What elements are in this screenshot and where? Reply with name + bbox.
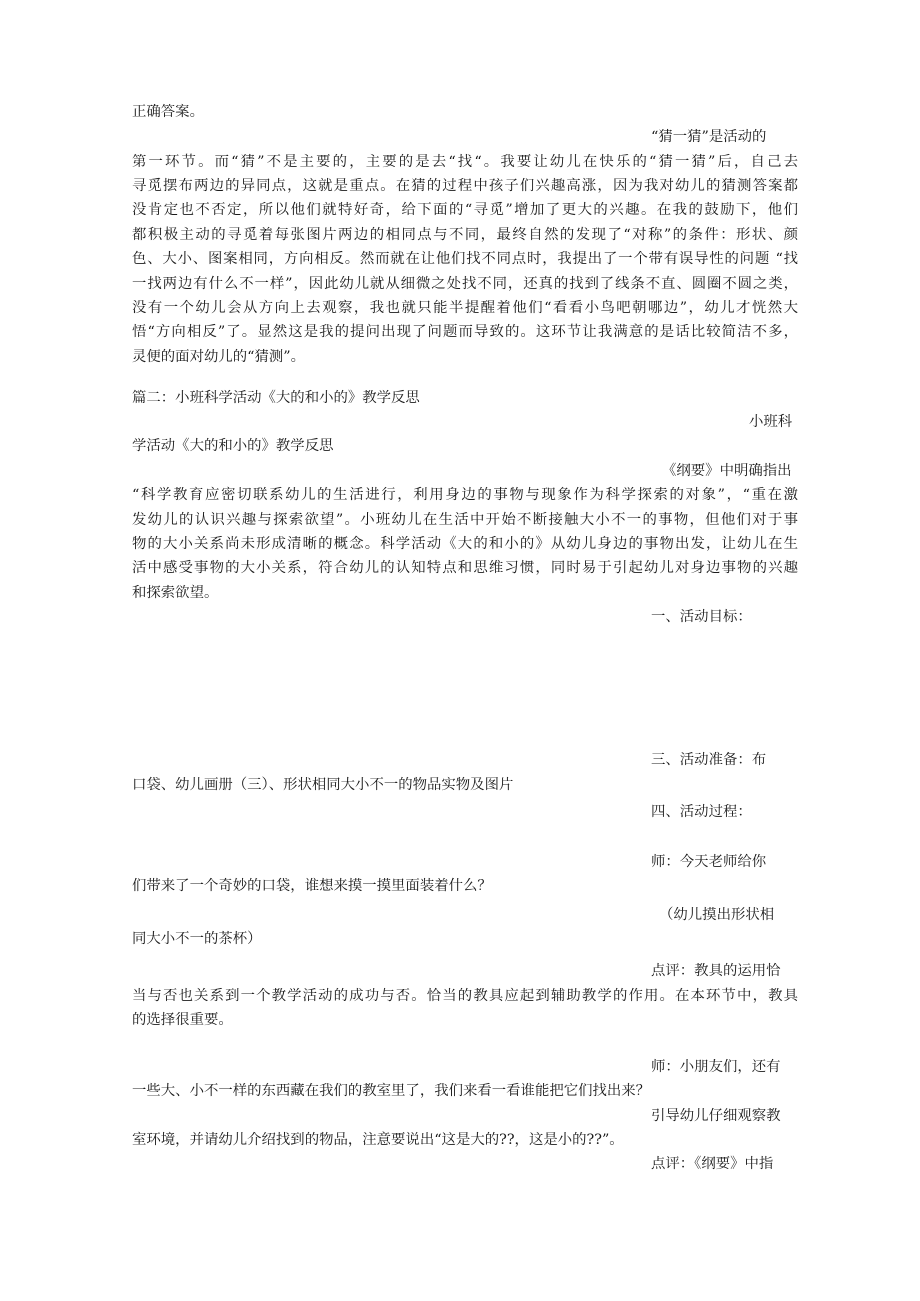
text-line: 都积极主动的寻觅着每张图片两边的相同点与不同，最终自然的发现了“对称”的条件：形状、颜 <box>132 227 798 243</box>
text-line: 活中感受事物的大小关系，符合幼儿的认知特点和思维习惯，同时易于引起幼儿对身边事物的兴趣 <box>132 560 798 576</box>
text-line: 们带来了一个奇妙的口袋，谁想来摸一摸里面装着什么？ <box>132 878 492 894</box>
text-line: 《纲要》中明确指出 <box>662 463 792 479</box>
text-line: 师：今天老师给你 <box>651 854 767 870</box>
text-line: 没有一个幼儿会从方向上去观察，我也就只能半提醒着他们“看看小鸟吧朝哪边”，幼儿才恍然大 <box>132 300 798 316</box>
text-line: 悟“方向相反”了。显然这是我的提问出现了问题而导致的。这环节让我满意的是话比较简洁不多， <box>132 324 798 340</box>
text-line: 小班科 <box>749 414 793 430</box>
text-line: 口袋、幼儿画册（三）、形状相同大小不一的物品实物及图片 <box>132 777 514 793</box>
section-title: 篇二：小班科学活动《大的和小的》教学反思 <box>132 390 420 406</box>
text-line: 寻觅摆布两边的异同点，这就是重点。在猜的过程中孩子们兴趣高涨，因为我对幼儿的猜测答案都 <box>132 178 798 194</box>
text-line: 物的大小关系尚未形成清晰的概念。科学活动《大的和小的》从幼儿身边的事物出发，让幼儿在生 <box>132 536 798 552</box>
text-line: 点评：教具的运用恰 <box>651 963 781 979</box>
text-line: 点评：《纲要》中指 <box>651 1156 774 1172</box>
text-line: 学活动《大的和小的》教学反思 <box>132 438 334 454</box>
text-line: 和探索欲望。 <box>132 585 219 601</box>
text-line: 师：小朋友们，还有 <box>651 1059 781 1075</box>
text-line: 正确答案。 <box>132 104 204 120</box>
text-line: 第一环节。而“猜”不是主要的，主要的是去“找“。我要让幼儿在快乐的“猜一猜”后，自己去 <box>132 154 798 170</box>
text-line: 室环境，并请幼儿介绍找到的物品，注意要说出“这是大的??，这是小的??”。 <box>132 1132 624 1148</box>
text-line: 同大小不一的茶杯） <box>132 931 262 947</box>
text-line: 当与否也关系到一个教学活动的成功与否。恰当的教具应起到辅助教学的作用。在本环节中，教具 <box>132 988 798 1004</box>
heading-process: 四、活动过程： <box>651 804 752 820</box>
text-line: 发幼儿的认识兴趣与探索欲望”。小班幼儿在生活中开始不断接触大小不一的事物，但他们对于事 <box>132 512 798 528</box>
text-line: 一些大、小不一样的东西藏在我们的教室里了，我们来看一看谁能把它们找出来？ <box>132 1083 651 1099</box>
text-line: 没肯定也不否定，所以他们就特好奇，给下面的“寻觅”增加了更大的兴趣。在我的鼓励下，他们 <box>132 202 798 218</box>
text-line: （幼儿摸出形状相 <box>659 907 775 923</box>
text-line: 灵便的面对幼儿的“猜测”。 <box>132 349 306 365</box>
text-line: 色、大小、图案相同，方向相反。然而就在让他们找不同点时，我提出了一个带有误导性的问题 “找 <box>132 251 798 267</box>
text-line: 一找两边有什么不一样”，因此幼儿就从细微之处找不同，还真的找到了线条不直、圆圈不圆之类， <box>132 276 798 292</box>
text-line: 的选择很重要。 <box>132 1012 233 1028</box>
text-line: “科学教育应密切联系幼儿的生活进行，利用身边的事物与现象作为科学探索的对象”，“重在激 <box>132 487 798 503</box>
text-line: 引导幼儿仔细观察教 <box>651 1108 781 1124</box>
heading-prep: 三、活动准备：布 <box>651 752 767 768</box>
heading-goal: 一、活动目标： <box>651 609 752 625</box>
text-line: “猜一猜”是活动的 <box>651 129 767 145</box>
